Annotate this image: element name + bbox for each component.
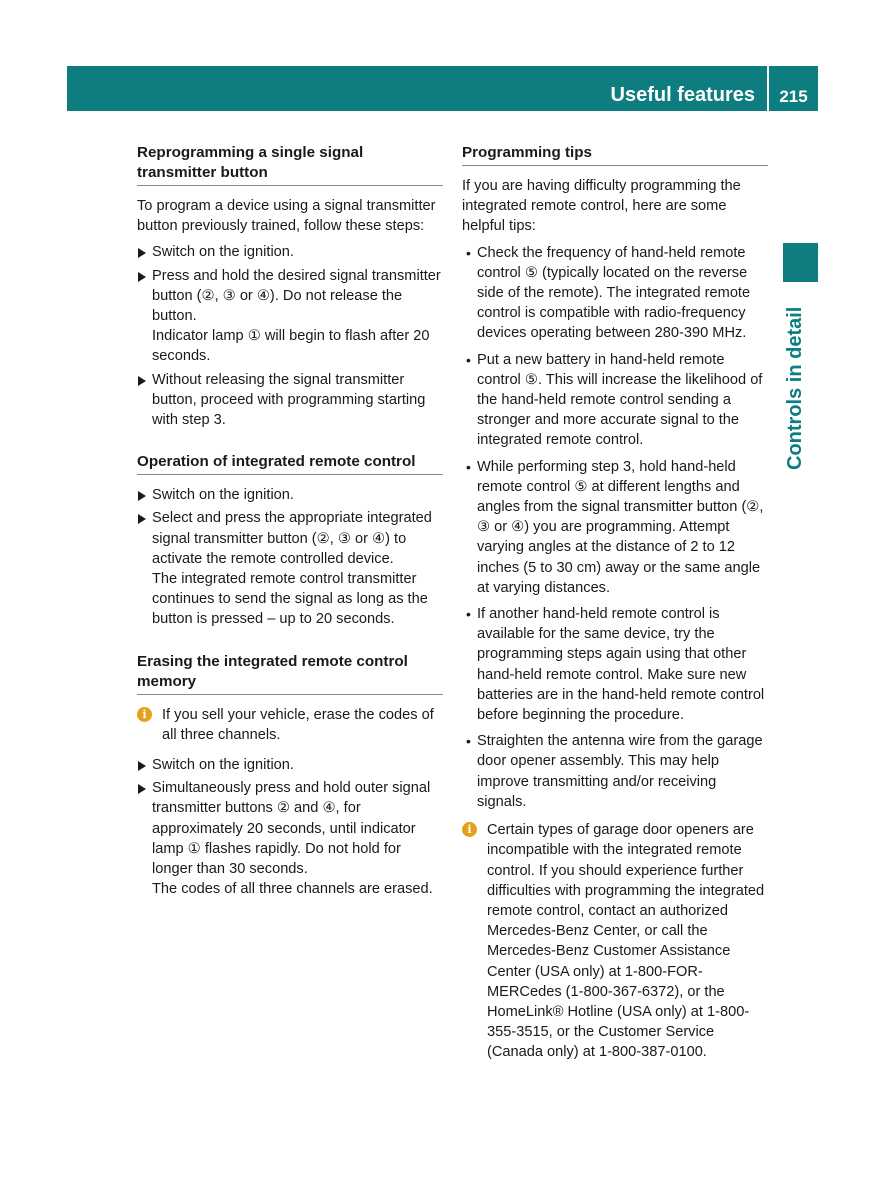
bullet-dot-icon: • xyxy=(466,351,471,368)
operation-steps xyxy=(137,485,443,629)
reprogram-steps xyxy=(137,242,443,430)
triangle-right-icon xyxy=(138,491,146,501)
triangle-right-icon xyxy=(138,248,146,258)
tip-text: While performing step 3, hold hand-held remote control ⑤ at different lengths and angles from the signal transmitter button (②, ③ or ④) you are programming. Attempt varying angles at the distance of 2 to 12 inches (5 to 30 cm) away or the same angle at varying distances. xyxy=(477,458,764,596)
triangle-right-icon xyxy=(138,784,146,794)
erasing-steps xyxy=(137,755,443,899)
reprogram-intro: To program a device using a signal transmitter button previously trained, follow these steps: xyxy=(137,198,436,235)
step-text: Switch on the ignition. xyxy=(152,757,294,774)
step-text: Switch on the ignition. xyxy=(152,487,294,504)
triangle-right-icon xyxy=(138,761,146,771)
info-icon: i xyxy=(137,707,152,722)
page-number-box xyxy=(769,66,818,111)
step-item xyxy=(137,370,443,431)
tip-text: Straighten the antenna wire from the garage door opener assembly. This may help improve transmitting and/or receiving signals. xyxy=(477,733,763,810)
header-bar xyxy=(67,66,767,111)
tip-text: If another hand-held remote control is available for the same device, try the programming steps again using that other hand-held remote control. Make sure new batteries are in the hand-held remote control before beginning the procedure. xyxy=(477,606,765,724)
step-continuation: Indicator lamp ① will begin to flash after 20 seconds. xyxy=(152,328,430,365)
page-number: 215 xyxy=(779,87,808,106)
info-note xyxy=(462,820,768,1062)
tip-item xyxy=(462,457,768,598)
tips-intro: If you are having difficulty programming the integrated remote control, here are some helpful tips: xyxy=(462,178,741,235)
bullet-dot-icon: • xyxy=(466,458,471,475)
bullet-dot-icon: • xyxy=(466,733,471,750)
step-item xyxy=(137,778,443,899)
tip-item xyxy=(462,604,768,725)
heading-reprogramming: Reprogramming a single signal transmitter button xyxy=(137,143,443,186)
tip-item xyxy=(462,731,768,812)
tip-text: Put a new battery in hand-held remote control ⑤. This will increase the likelihood of the hand-held remote control sending a stronger and more accurate signal to the integrated remote control. xyxy=(477,351,763,449)
side-tab-label: Controls in detail xyxy=(784,306,806,470)
heading-operation: Operation of integrated remote control xyxy=(137,452,443,475)
tip-item xyxy=(462,243,768,344)
info-icon: i xyxy=(462,822,477,837)
step-item xyxy=(137,755,443,775)
step-item xyxy=(137,266,443,367)
tip-text: Check the frequency of hand-held remote control ⑤ (typically located on the reverse side of the remote). The integrated remote control is compatible with radio-frequency devices operating between 280-390 MHz. xyxy=(477,244,751,342)
bullet-dot-icon: • xyxy=(466,606,471,623)
heading-erasing: Erasing the integrated remote control memory xyxy=(137,652,443,695)
section-title: Useful features xyxy=(610,84,755,106)
step-item xyxy=(137,242,443,262)
info-text: If you sell your vehicle, erase the codes of all three channels. xyxy=(162,706,434,743)
left-column xyxy=(137,143,443,902)
step-continuation: The codes of all three channels are erased. xyxy=(152,881,433,898)
triangle-right-icon xyxy=(138,376,146,386)
heading-programming-tips: Programming tips xyxy=(462,143,768,166)
tip-item xyxy=(462,350,768,451)
step-text: Press and hold the desired signal transmitter button (②, ③ or ④). Do not release the button. xyxy=(152,267,441,325)
step-continuation: The integrated remote control transmitter continues to send the signal as long as the button is pressed – up to 20 seconds. xyxy=(152,571,428,628)
tips-list xyxy=(462,243,768,812)
step-text: Without releasing the signal transmitter button, proceed with programming starting with step 3. xyxy=(152,371,426,429)
step-text: Simultaneously press and hold outer signal transmitter buttons ② and ④, for approximately 20 seconds, until indicator lamp ① flashes rapidly. Do not hold for longer than 30 seconds. xyxy=(152,780,431,878)
triangle-right-icon xyxy=(138,514,146,524)
step-item xyxy=(137,485,443,505)
info-note xyxy=(137,705,443,745)
step-item xyxy=(137,508,443,629)
bullet-dot-icon: • xyxy=(466,244,471,261)
triangle-right-icon xyxy=(138,272,146,282)
step-text: Select and press the appropriate integrated signal transmitter button (②, ③ or ④) to activate the remote controlled device. xyxy=(152,510,432,567)
info-text: Certain types of garage door openers are incompatible with the integrated remote control. If you should experience further difficulties with programming the integrated remote control, contact an authorized Mercedes-Benz Center, or call the Mercedes-Benz Customer Assistance Center (USA only) at 1-800-FOR-MERCedes (1-800-367-6372), or the HomeLink® Hotline (USA only) at 1-800-355-3515, or the Customer Service (Canada only) at 1-800-387-0100. xyxy=(487,822,765,1061)
step-text: Switch on the ignition. xyxy=(152,244,294,261)
right-column xyxy=(462,143,768,1073)
